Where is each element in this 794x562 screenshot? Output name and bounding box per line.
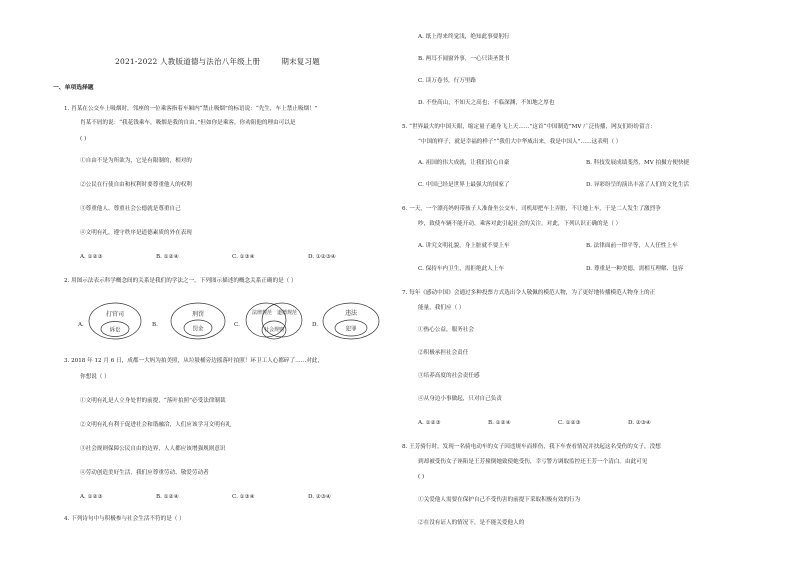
q8-answer-blank: ( ) (418, 474, 425, 480)
diagram-c-inner-label: 社会规则 (263, 327, 285, 333)
q6-option-a[interactable]: A. 讲究文明礼貌，身上脏就不要上车 (418, 243, 510, 249)
q5-option-d[interactable]: D. 异彩纷呈的演出丰富了人们的文化生活 (586, 182, 689, 188)
q4-stem: 4. 下列诗句中与积极参与社会生活不符的是（ ） (64, 516, 185, 522)
q6-option-c[interactable]: C. 保持车内卫生，需拒绝此人上车 (418, 266, 504, 272)
q7-statement-3: ③培养高度的社会责任感 (418, 373, 480, 379)
q1-answer-blank: ( ) (80, 136, 87, 142)
q3-stem-line1: 3. 2018 年 12 月 6 日，成都一大妈为拍美照，从垃圾桶旁边摇落叶拍照！环卫工人心都碎了……对此， (64, 358, 324, 364)
diagram-d-outer-ellipse (323, 303, 379, 339)
q5-stem-line1: 5. “世界最大的中国天眼，缩定量子通身飞上天……”这首“中国制造”MV 广泛传播，网友们纷纷留言： (402, 124, 656, 130)
q4-option-c[interactable]: C. 读万卷书，行万里路 (418, 78, 476, 84)
diagram-b-outer-ellipse (171, 303, 225, 339)
q6-stem-line2: 吵，致使车辆不能开动，乘客对此引起社会的关注。对此，下列认识正确的是（ ） (418, 221, 622, 227)
q7-option-c[interactable]: C. ①②③ (558, 420, 581, 426)
q7-statement-2: ②积极承担社会责任 (418, 350, 469, 356)
q3-option-a[interactable]: A. ①②③ (80, 494, 103, 500)
section-heading: 一、单项选择题 (53, 85, 94, 91)
q8-statement-1: ①关爱他人需要在保护自己不受伤害的前提下采取积极有效的行为 (418, 497, 581, 503)
q3-option-b[interactable]: B. ①②④ (156, 494, 179, 500)
q7-option-b[interactable]: B. ①②④ (488, 420, 511, 426)
q7-stem-line2: 能量，我们应（ ） (418, 305, 465, 311)
q3-statement-4: ④劳动创造美好生活，我们应尊重劳动、敬爱劳动者 (80, 470, 209, 476)
diagram-a-inner-label: 诉讼 (109, 327, 121, 334)
q7-statement-1: ①热心公益，服务社会 (418, 327, 474, 333)
diagram-b-inner-label: 罚金 (192, 326, 204, 333)
diagram-c-right-label: 道德规范 (276, 310, 298, 316)
q6-option-b[interactable]: B. 法律面前一律平等，人人任性上车 (586, 243, 678, 249)
q4-option-d[interactable]: D. 不登高山，不知天之高也；不临深渊，不知地之厚也 (418, 100, 555, 106)
diagram-b (170, 302, 226, 340)
q1-statement-4: ④文明有礼，遵守秩序是道德素质的外在表现 (80, 230, 192, 236)
diagram-a-outer-ellipse (89, 303, 141, 339)
diagram-d-inner-label: 犯罪 (345, 326, 357, 333)
q1-statement-2: ②公民在行使自由和权利时要尊重他人的权利 (80, 182, 192, 188)
q5-option-c[interactable]: C. 中国已经是世界上最强大的国家了 (418, 182, 510, 188)
q5-stem-line2: “中国的样子，就是幸福的样子”“我们大中华威出来，我是中国人”……这表明（ ） (418, 139, 622, 145)
q2-option-b[interactable]: B. (152, 322, 158, 328)
q7-statement-4: ④从身边小事做起，只对自己负责 (418, 396, 502, 402)
q2-stem: 2. 用图示法表示科学概念间的关系是我们的学法之一，下列图示描述的概念关系正确的是（ ） (64, 278, 297, 284)
q7-stem-line1: 7. 每年《感动中国》会通过多种投票方式选出令人敬佩的模范人物，为了更好地传播模范人物身上的正 (402, 290, 656, 296)
q1-option-b[interactable]: B. ①②④ (156, 254, 179, 260)
q2-option-c[interactable]: C. (234, 322, 240, 328)
diagram-b-outer-label: 刑罚 (191, 311, 205, 318)
q5-option-b[interactable]: B. 科技发展成绩斐然，MV 拍摄方便快捷 (586, 160, 690, 166)
page-title (115, 56, 320, 67)
diagram-a-outer-label: 打官司 (105, 311, 125, 318)
diagram-c (244, 300, 304, 342)
q1-option-d[interactable]: D. ①②③④ (308, 254, 336, 260)
q5-option-a[interactable]: A. 祖国的伟大成就，让我们信心自豪 (418, 160, 510, 166)
q6-option-d[interactable]: D. 尊重是一种美德，需相互理解、包容 (586, 266, 684, 272)
q1-statement-3: ③尊重他人、尊重社会公德就是尊重自己 (80, 206, 181, 212)
q3-option-d[interactable]: D. ②③④ (308, 494, 331, 500)
q1-stem-line2: 肖某不屑的说：“我花钱乘车，吸烟是我的自由。”但如你是乘客，你劝阻他的理由可以是 (80, 120, 296, 126)
q2-option-a[interactable]: A. (78, 322, 84, 328)
q1-stem-line1: 1. 肖某在公交车上吸烟时，邻座的一位乘客指着车厢内“禁止吸烟”的标语说：“先生，车上禁止吸烟！” (64, 106, 318, 112)
q4-option-b[interactable]: B. 两耳不闻窗外事，一心只读圣贤书 (418, 56, 510, 62)
q3-option-c[interactable]: C. ①③④ (232, 494, 255, 500)
q1-option-c[interactable]: C. ①③④ (232, 254, 255, 260)
q6-stem-line1: 6. 一天，一个漂亮妈妈带孩子人准备坐公交车，司机却把车上弄脏，不让她上车，于是二人发生了激烈争 (402, 206, 661, 212)
q8-stem-line2: 到却被受伤女子诬陷是王芳撞倒她致使她受伤，幸亏警方调取监控还王芳一个清白。由此可见 (418, 459, 648, 465)
q8-statement-2: ②在没有证人的情况下，是不能关爱他人的 (418, 520, 525, 526)
q3-statement-1: ①文明有礼是人立身处世的前提，“落叶拍照”必受法律制裁 (80, 398, 226, 404)
q2-option-d[interactable]: D. (312, 322, 319, 328)
q7-option-d[interactable]: D. ②③④ (628, 420, 651, 426)
q1-option-a[interactable]: A. ①②③ (80, 254, 103, 260)
q3-statement-3: ③社会规则保障公民自由的边界，人人都应该增强规则意识 (80, 446, 226, 452)
q3-statement-2: ②文明有礼有利于促进社会和谐融洽，人们应该学习文明有礼 (80, 422, 232, 428)
q3-stem-line2: 你想说（ ） (80, 374, 110, 380)
title-main: 2021-2022 人教版道德与法治八年级上册 (115, 57, 261, 66)
diagram-a (88, 302, 142, 340)
q4-option-a[interactable]: A. 纸上得来终觉浅，绝知此事要躬行 (418, 34, 510, 40)
diagram-d (322, 302, 380, 340)
title-tail: 期末复习题 (281, 57, 320, 66)
diagram-d-outer-label: 违法 (344, 310, 358, 317)
q7-option-a[interactable]: A. ①②③ (418, 420, 441, 426)
diagram-c-left-label: 法律规范 (251, 310, 273, 316)
q8-stem-line1: 8. 王芳骑行时，发现一名骑电动车的女子因违规车而摔伤，我下车查看情况并扶起这名受伤的女子，没想 (402, 444, 661, 450)
q1-statement-1: ①自由不是为所欲为，它是有限制的，相对的 (80, 158, 192, 164)
